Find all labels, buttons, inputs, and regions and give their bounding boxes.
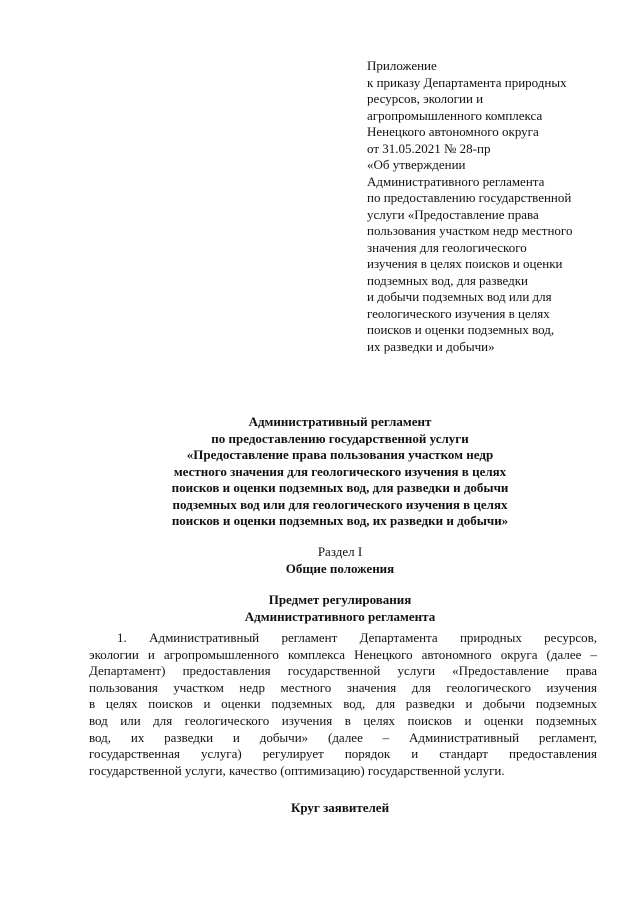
paragraph-line: вод, их разведки и добычи» (далее – Административный регламент,	[89, 729, 597, 745]
appendix-line: от 31.05.2021 № 28-пр	[367, 140, 491, 156]
section-label: Раздел I	[317, 544, 363, 559]
appendix-line: к приказу Департамента природных	[367, 74, 567, 90]
paragraph-line: 1. Административный регламент Департамента природных ресурсов,	[117, 630, 597, 645]
appendix-line: пользования участком недр местного	[367, 223, 573, 238]
appendix-line: агропромышленного комплекса	[367, 107, 543, 123]
appendix-line: услуги «Предоставление права	[367, 206, 539, 222]
paragraph-line: в целях поисков и оценки подземных вод, для разведки и добычи подземных	[89, 696, 597, 712]
subject-heading-line: Административного регламента	[244, 609, 436, 624]
paragraph-line: экологии и агропромышленного комплекса Ненецкого автономного округа (далее –	[89, 646, 597, 662]
title-line: поисков и оценки подземных вод, для разведки и добычи	[171, 480, 509, 495]
appendix-line: изучения в целях поисков и оценки	[367, 256, 563, 271]
section-header	[60, 543, 620, 577]
title-line: «Предоставление права пользования участком недр	[186, 447, 494, 462]
subject-heading	[60, 591, 620, 625]
paragraph-line: государственная услуга) регулирует порядок и стандарт предоставления	[89, 746, 597, 762]
appendix-line: Ненецкого автономного округа	[367, 124, 539, 139]
section-heading: Общие положения	[285, 561, 395, 576]
appendix-line: Административного регламента	[367, 173, 545, 189]
appendix-line: их разведки и добычи»	[367, 338, 495, 354]
appendix-line: подземных вод, для разведки	[367, 272, 529, 288]
appendix-block	[367, 58, 627, 355]
paragraph-line: вод или для геологического изучения в целях поисков и оценки подземных	[89, 712, 597, 728]
appendix-line: по предоставлению государственной	[367, 190, 572, 205]
paragraph-1	[89, 630, 597, 779]
paragraph-line: Департамент) предоставления государственной услуги «Предоставление права	[89, 663, 597, 679]
applicants-heading: Круг заявителей	[290, 800, 390, 815]
title-line: подземных вод или для геологического изучения в целях	[172, 496, 508, 512]
title-line: по предоставлению государственной услуги	[211, 430, 469, 446]
paragraph-line: государственной услуги, качество (оптимизацию) государственной услуги.	[89, 762, 505, 778]
appendix-line: значения для геологического	[367, 239, 527, 255]
appendix-line: поисков и оценки подземных вод,	[367, 322, 555, 337]
title-line: местного значения для геологического изучения в целях	[173, 463, 507, 479]
paragraph-line: пользования участком недр местного значения для геологического изучения	[89, 679, 597, 695]
appendix-line: геологического изучения в целях	[367, 305, 550, 321]
appendix-line: ресурсов, экологии и	[367, 91, 484, 106]
document-title	[60, 414, 620, 530]
appendix-line: и добычи подземных вод или для	[367, 289, 552, 304]
subject-heading-line: Предмет регулирования	[268, 592, 412, 607]
appendix-line: Приложение	[367, 58, 437, 73]
title-line: поисков и оценки подземных вод, их разведки и добычи»	[171, 513, 509, 528]
appendix-line: «Об утверждении	[367, 157, 466, 172]
title-line: Административный регламент	[248, 414, 432, 429]
